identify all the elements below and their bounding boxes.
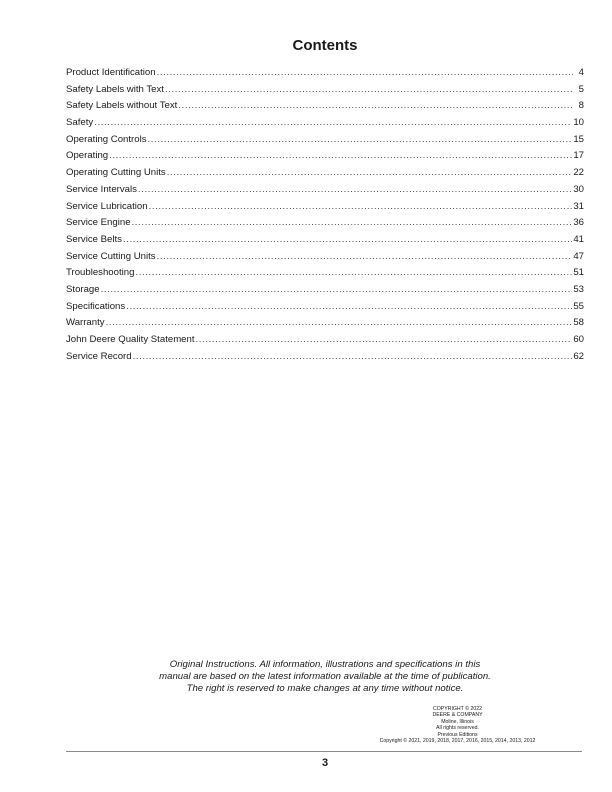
toc-entry-page: 51 <box>573 267 584 279</box>
toc-leader-dots <box>106 317 573 328</box>
page-number: 3 <box>321 757 329 769</box>
toc-entry-title: Service Engine <box>66 217 131 229</box>
toc-entry-title: Safety Labels without Text <box>66 100 178 112</box>
page-title: Contents <box>292 37 358 54</box>
toc-leader-dots <box>132 217 573 228</box>
toc-entry[interactable] <box>66 251 584 268</box>
toc-entry-title: Service Lubrication <box>66 200 148 212</box>
toc-entry[interactable] <box>66 117 584 134</box>
toc-leader-dots <box>178 100 573 111</box>
copyright-line: Previous Editions <box>437 731 478 738</box>
toc-entry-page: 60 <box>573 334 584 345</box>
toc-entry[interactable] <box>66 134 584 151</box>
toc-entry[interactable] <box>66 217 584 234</box>
toc-leader-dots <box>109 150 572 161</box>
toc-entry-page: 30 <box>573 183 584 195</box>
toc-leader-dots <box>101 284 573 295</box>
toc-entry-title: John Deere Quality Statement <box>66 334 195 345</box>
toc-entry-page: 55 <box>573 300 584 312</box>
toc-entry-title: Specifications <box>66 300 126 312</box>
toc-leader-dots <box>149 201 573 212</box>
toc-leader-dots <box>196 334 573 345</box>
toc-entry[interactable] <box>66 184 584 201</box>
toc-entry[interactable] <box>66 84 584 101</box>
toc-entry-page: 15 <box>573 133 584 145</box>
toc-entry-title: Safety Labels with Text <box>66 83 164 95</box>
copyright-line: All rights reserved. <box>436 725 479 732</box>
toc-entry-page: 17 <box>573 150 584 162</box>
toc-leader-dots <box>133 351 573 362</box>
toc-entry-title: Troubleshooting <box>66 267 135 279</box>
toc-entry-title: Operating Controls <box>66 133 147 145</box>
toc-entry-title: Warranty <box>66 317 105 329</box>
toc-entry-title: Service Cutting Units <box>66 250 156 262</box>
toc-leader-dots <box>167 167 573 178</box>
toc-entry-title: Storage <box>66 283 100 295</box>
toc-entry[interactable] <box>66 317 584 334</box>
toc-entry-title: Service Intervals <box>66 183 137 195</box>
copyright-line: COPYRIGHT © 2022 <box>433 706 482 712</box>
toc-entry[interactable] <box>66 301 584 318</box>
toc-entry[interactable] <box>66 100 584 117</box>
toc-entry-title: Product Identification <box>66 67 156 78</box>
toc-entry-page: 53 <box>573 283 584 295</box>
toc-entry[interactable] <box>66 334 584 351</box>
toc-entry-page: 10 <box>573 117 584 129</box>
toc-entry[interactable] <box>66 167 584 184</box>
copyright-line: Copyright © 2021, 2019, 2018, 2017, 2016, 2015, 2014, 2013, 2012 <box>379 738 536 745</box>
toc-entry-title: Operating <box>66 150 109 162</box>
footer-divider <box>66 751 582 752</box>
toc-entry-page: 31 <box>573 200 584 212</box>
toc-entry-page: 8 <box>578 100 584 112</box>
toc-entry[interactable] <box>66 351 584 368</box>
toc-entry-title: Safety <box>66 117 94 129</box>
notice-line: manual are based on the latest information available at the time of publication. <box>159 671 491 682</box>
toc-leader-dots <box>138 184 572 195</box>
toc-entry-title: Operating Cutting Units <box>66 167 166 179</box>
toc-entry[interactable] <box>66 150 584 167</box>
toc-entry-page: 41 <box>573 233 584 245</box>
publication-notice <box>0 659 612 695</box>
toc-entry-page: 47 <box>573 250 584 262</box>
toc-leader-dots <box>148 134 573 145</box>
toc-entry-page: 22 <box>573 167 584 179</box>
toc-entry-title: Service Belts <box>66 233 122 245</box>
toc-entry-page: 62 <box>573 350 584 362</box>
copyright-block <box>365 706 550 744</box>
toc-entry[interactable] <box>66 284 584 301</box>
toc-entry[interactable] <box>66 201 584 218</box>
toc-entry-title: Service Record <box>66 350 132 362</box>
toc-entry-page: 36 <box>573 217 584 229</box>
copyright-line: DEERE & COMPANY <box>432 712 483 719</box>
toc-entry-page: 5 <box>578 83 584 95</box>
toc-leader-dots <box>94 117 572 128</box>
copyright-line: Moline, Illinois <box>441 718 474 725</box>
toc-leader-dots <box>165 84 573 95</box>
toc-entry[interactable] <box>66 234 584 251</box>
toc-leader-dots <box>123 234 572 245</box>
toc-leader-dots <box>157 251 573 262</box>
table-of-contents <box>66 67 584 367</box>
toc-leader-dots <box>126 301 572 312</box>
notice-line: The right is reserved to make changes at any time without notice. <box>186 683 464 694</box>
toc-leader-dots <box>135 267 572 278</box>
toc-entry-page: 4 <box>578 67 584 78</box>
toc-entry-page: 58 <box>573 317 584 329</box>
toc-entry[interactable] <box>66 267 584 284</box>
toc-leader-dots <box>157 67 573 78</box>
toc-entry[interactable] <box>66 67 584 84</box>
notice-line: Original Instructions. All information, illustrations and specifications in this <box>169 659 481 670</box>
